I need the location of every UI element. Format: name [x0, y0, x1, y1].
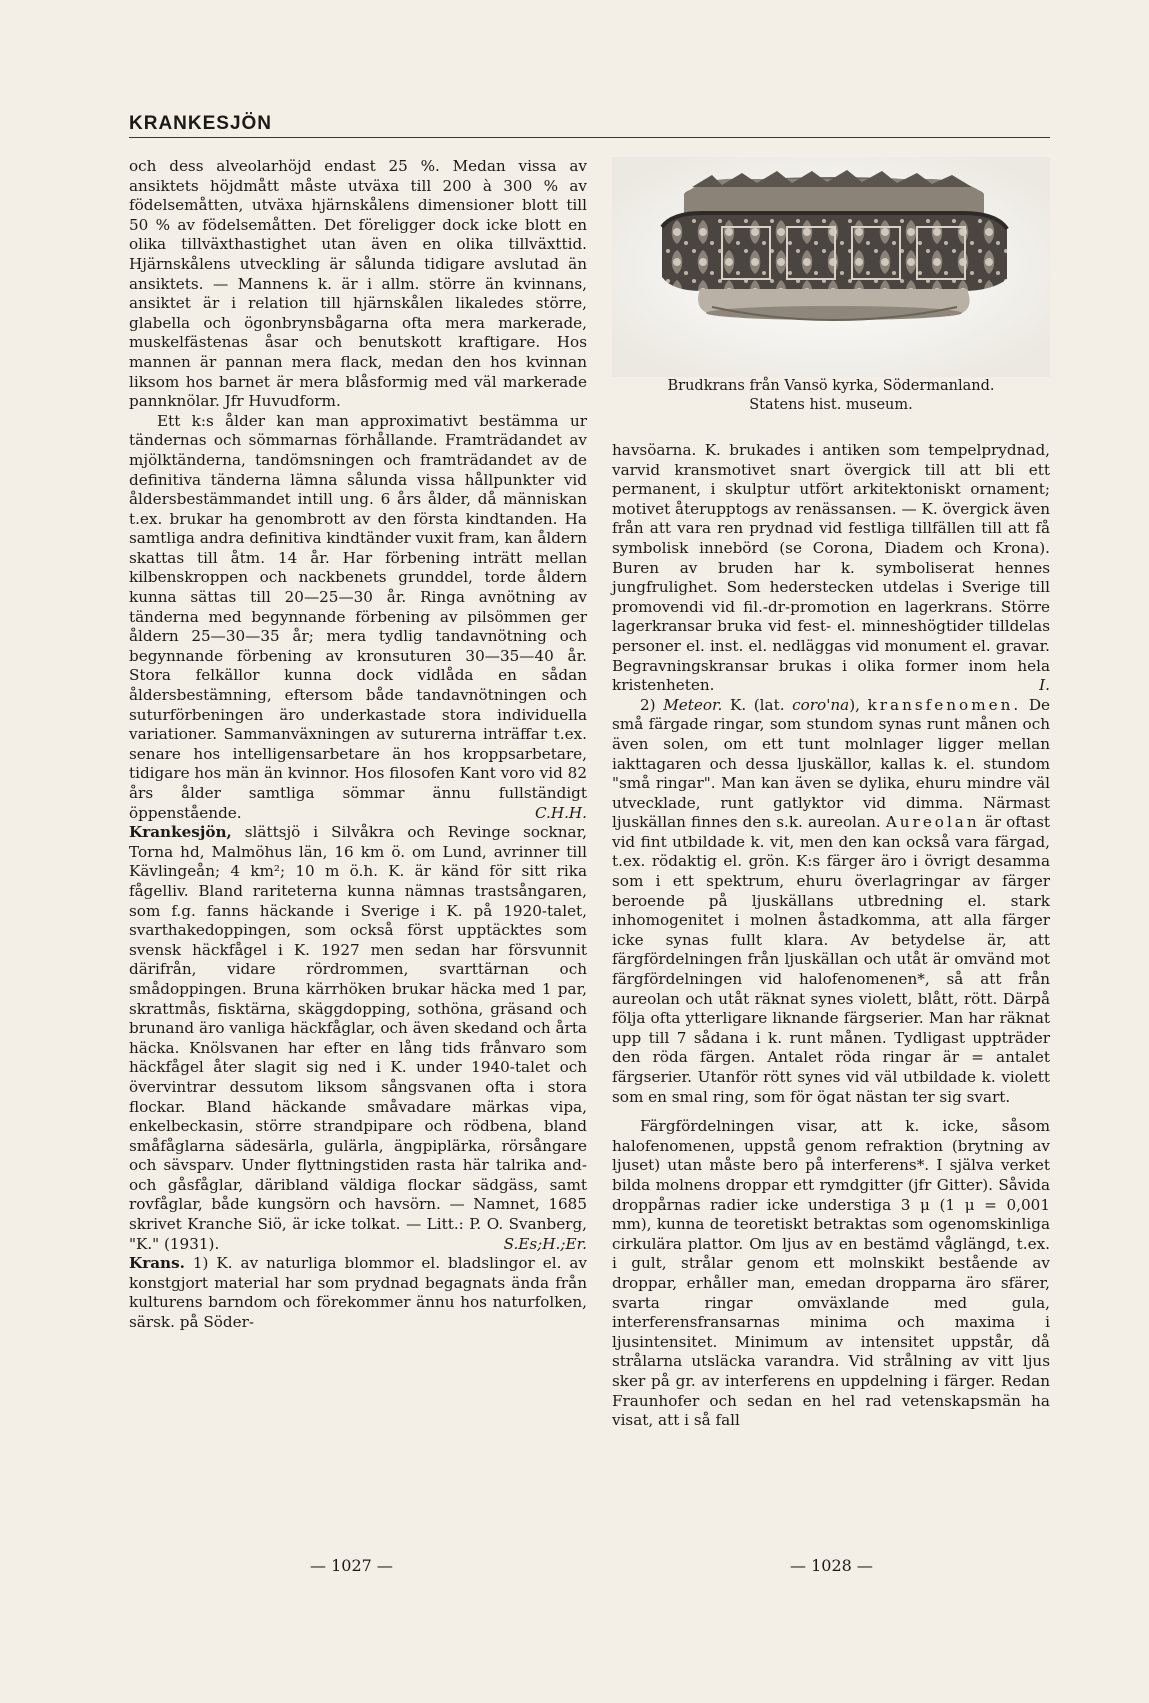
caption-line: Brudkrans från Vansö kyrka, Södermanland. [667, 378, 995, 394]
page-number-right: — 1028 — [790, 1556, 873, 1575]
entry-text: slättsjö i Silvåkra och Revinge socknar, Torna hd, Malmöhus län, 16 km ö. om Lund, avrinner till Kävlingeån; 4 km²; 10 m ö.h. K. är känd för sitt rika fågelliv. Bland rariteterna kunna nämnas trastsångaren, som f.g. fanns häckande i Sverige i K. på 1920-talet, svarthakedoppingen, som också först upptäcktes som svensk häckfågel i K. 1927 men sedan har försvunnit därifrån, vidare rördrommen, svarttärnan och smådoppingen. Bruna kärrhöken brukar häcka med 1 par, skrattmås, fisktärna, skäggdopping, sothöna, gräsand och brunand äro vanliga häckfåglar, och även skedand och årta häcka. Knölsvanen har efter en lång tids frånvaro som häckfågel åter slagit sig ned i K. under 1940-talet och övervintrar dessutom liksom sångsvanen ofta i stora flockar. Bland häckande småvadare märkas vipa, enkelbeckasin, större strandpipare och rödbena, bland småfåglarna sädesärla, gulärla, ängpiplärka, rörsångare och sävsparv. Under flyttningstiden rasta här talrika and- och gåsfåglar, däribland väldiga flockar sädgäss, samt rovfåglar, både kungsörn och havsörn. — Namnet, 1685 skrivet Kranche Siö, är icke tolkat. — Litt.: P. O. Svanberg, "K." (1931). [129, 823, 587, 1253]
paragraph-text: ), [849, 695, 868, 714]
latin-term: coro'na [792, 695, 850, 714]
left-column [129, 157, 587, 1333]
entry-text: 1) K. av naturliga blommor el. bladslingor el. av konstgjort material har som prydnad begagnats ända från kulturens barndom och förekommer ännu hos naturfolken, särsk. på Söder- [129, 1254, 587, 1332]
entry-headword: Krans. [129, 1254, 185, 1273]
bridal-crown-illustration [612, 157, 1050, 377]
paragraph-interference: Färgfördelningen visar, att k. icke, såsom halofenomenen, uppstå genom refraktion (brytning av ljuset) utan måste bero på interferens*. I själva verket bilda molnens droppar ett rymdgitter (jfr Gitter). Såvida droppårnas radier icke understiga 3 μ (1 μ = 0,001 mm), kunna de teoretiskt betraktas som ogenomskinliga cirkulära plattor. Om ljus av en bestämd våglängd, t.ex. i gult, strålar genom ett molnskikt bestående av droppar, erhåller man, emedan dropparna äro sfärer, svarta ringar omväxlande med gula, interferensfransarnas minima och maxima i ljusintensitet. Minimum av intensitet uppstår, då strålarna utsläcka varandra. Vid strålning av vitt ljus sker på gr. av interferens en uppdelning i färger. Redan Fraunhofer och sedan en hel rad vetenskapsmän ha visat, att i så fall [612, 1117, 1050, 1430]
author-signature: S.Es;H.;Er. [503, 1234, 587, 1253]
page-number-left: — 1027 — [310, 1556, 393, 1575]
list-number: 2) [640, 695, 664, 714]
paragraph-krans-history [612, 441, 1050, 696]
paragraph-text: havsöarna. K. brukades i antiken som tempelprydnad, varvid kransmotivet snart övergick till att bli ett permanent, i skulptur utfört arkitektoniskt ornament; motivet återupptogs av renässansen. — K. övergick även från att vara ren prydnad vid festliga tillfällen till att få symbolisk innebörd (se Corona, Diadem och Krona). Buren av bruden har k. symboliserat hennes jungfrulighet. Som hederstecken utdelas i Sverige till promovendi vid fil.-dr-promotion en lagerkrans. Större lagerkransar bruka vid fest- el. minneshögtider tilldelas personer el. inst. el. nedläggas vid monument el. gravar. Begravningskransar brukas i olika former inom hela kristenheten. [612, 441, 1050, 695]
entry-krankesjon [129, 823, 587, 1254]
spaced-term: kransfenomen. [867, 695, 1022, 714]
caption-line: Statens hist. museum. [749, 396, 913, 413]
figure-caption [612, 377, 1050, 414]
paragraph-text: Ett k:s ålder kan man approximativt bestämma ur tändernas och sömmarnas förhållande. Framträdandet av mjölktänderna, tandömsningen och framträdandet av de definitiva tänderna lämna sålunda vissa hållpunkter vid åldersbestämmandet intill ung. 6 års ålder, då människan t.ex. brukar ha genombrott av den första kindtanden. Ha samtliga andra definitiva kindtänder vuxit fram, kan åldern skattas till åtm. 14 år. Har förbening inträtt mellan kilbenskroppen och nackbenets grunddel, torde åldern kunna sättas till 20—25—30 år. Ringa avnötning av tänderna med begynnande förbening av pilsömmen ger åldern 25—30—35 år; mera tydlig tandavnötning och begynnande förbening av kronsuturen 30—35—40 år. Stora felkällor kunna dock vidlåda en sådan åldersbestämning, eftersom både tandavnötningen och suturförbeningen äro underkastade stora individuella variationer. Sammanväxningen av suturerna inträffar t.ex. senare hos intelligensarbetare än hos kroppsarbetare, tidigare hos män än kvinnor. Hos filosofen Kant voro vid 82 års ålder samtliga sömmar ännu fullständigt öppenstående. [129, 411, 587, 822]
spaced-term: Aureolan [885, 813, 980, 832]
author-signature: C.H.H. [534, 803, 587, 822]
paragraph-text: K. (lat. [722, 695, 793, 714]
entry-headword: Krankesjön, [129, 823, 232, 842]
paragraph-skull-growth: och dess alveolarhöjd endast 25 %. Medan vissa av ansiktets höjdmått måste utväxa till 200 à 300 % av födelsemåtten, utväxa hjärnskålens dimensioner blott till 50 % av födelsemåtten. Det föreligger dock icke blott en olika tillväxthastighet utan även en olika tillväxttid. Hjärnskålens utveckling är sålunda tidigare avslutad än ansiktets. — Mannens k. är i allm. större än kvinnans, ansiktet är i relation till hjärnskålen likaledes större, glabella och ögonbrynsbågarna ofta mera markerade, muskelfästenas åsar och benutskott kraftigare. Hos mannen är pannan mera flack, medan den hos kvinnan liksom hos barnet är mera blåsformig med väl markerade pannknölar. Jfr Huvudform. [129, 157, 587, 411]
author-signature: I. [1039, 676, 1050, 695]
header-rule [129, 137, 1050, 138]
running-header: KRANKESJÖN [129, 113, 273, 134]
right-column [612, 441, 1050, 1431]
paragraph-text: De små färgade ringar, som stundom synas runt månen och även solen, om ett tunt molnlager ligger mellan iakttagaren och dessa ljuskällor, kallas k. el. stundom "små ringar". Man kan även se dylika, ehuru mindre väl utvecklade, runt gatlyktor vid dimma. Närmast ljuskällan finnes den s.k. aureolan. [612, 695, 1050, 832]
figure-bridal-crown-photo [612, 157, 1050, 377]
paragraph-skull-age [129, 412, 587, 823]
paragraph-text: är oftast vid fint utbildade k. vit, men den kan också vara färgad, t.ex. rödaktig el. grön. K:s färger äro i övrigt desamma som i ett spektrum, ehuru överlagringar av färger beroende på ljuskällans utbredning el. stark inhomogenitet i molnen åstadkomma, att alla färger icke synas fullt klara. Av betydelse är, att färgfördelningen från ljuskällan och utåt är omvänd mot färgfördelningen vid halofenomenen*, så att från aureolan och utåt räknat synes violett, blått, rött. Därpå följa ofta ytterligare liknande färgserier. Man har räknat upp till 7 sådana i k. runt månen. Tydligast uppträder den röda färgen. Antalet röda ringar är = antalet färgserier. Utanför rött synes vid väl utbildade k. violett som en smal ring, som för ögat nästan ter sig svart. [612, 813, 1050, 1106]
subheading-meteor: Meteor. [663, 695, 723, 714]
entry-krans [129, 1254, 587, 1332]
paragraph-krans-meteor [612, 696, 1050, 1107]
